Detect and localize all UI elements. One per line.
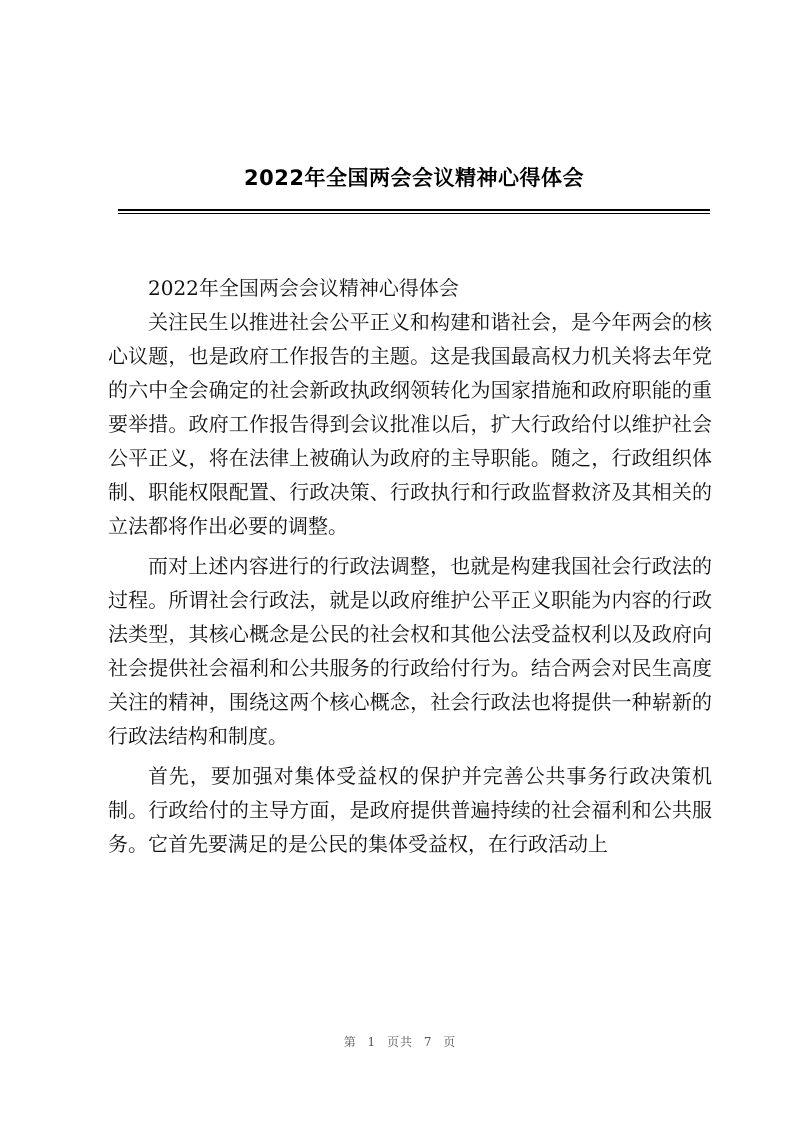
title-divider-thin (118, 213, 710, 214)
paragraph-2: 而对上述内容进行的行政法调整，也就是构建我国社会行政法的过程。所谓社会行政法，就是以政府维护公平正义职能为内容的行政法类型，其核心概念是公民的社会权和其他公法受益权利以及政府向社会提供社会福利和公共服务的行政给付行为。结合两会对民生高度关注的精神，围绕这两个核心概念，社会行政法也将提供一种崭新的行政法结构和制度。 (108, 554, 712, 748)
document-title: 2022年全国两会会议精神心得体会 (244, 166, 584, 190)
page-number-footer: 第 1 页共 7 页 (343, 1035, 457, 1049)
title-divider-thick (118, 209, 710, 211)
body-heading: 2022年全国两会会议精神心得体会 (148, 276, 459, 300)
paragraph-1: 关注民生以推进社会公平正义和构建和谐社会，是今年两会的核心议题，也是政府工作报告的主题。这是我国最高权力机关将去年党的六中全会确定的社会新政执政纲领转化为国家措施和政府职能的重要举措。政府工作报告得到会议批准以后，扩大行政给付以维护社会公平正义，将在法律上被确认为政府的主导职能。随之，行政组织体制、职能权限配置、行政决策、行政执行和行政监督救济及其相关的立法都将作出必要的调整。 (108, 310, 712, 538)
paragraph-3: 首先，要加强对集体受益权的保护并完善公共事务行政决策机制。行政给付的主导方面，是政府提供普遍持续的社会福利和公共服务。它首先要满足的是公民的集体受益权，在行政活动上 (108, 764, 712, 856)
document-body (108, 271, 712, 861)
